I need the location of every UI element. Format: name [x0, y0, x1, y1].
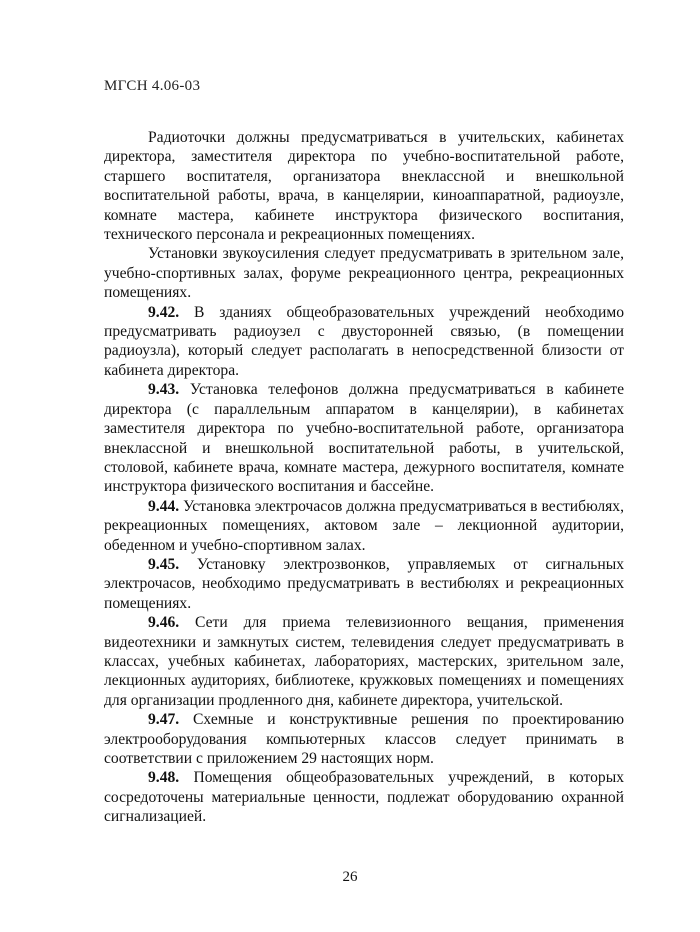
paragraph-text: Установка электрочасов должна предусматриваться в вестибюлях, рекреационных помещениях, актовом зале – лекционной аудитории, обеденном и учебно-спортивном залах.: [104, 497, 624, 554]
paragraph-text: Установку электрозвонков, управляемых от сигнальных электрочасов, необходимо предусматривать в вестибюлях и рекреационных помещениях.: [104, 555, 624, 612]
paragraph: [104, 497, 624, 555]
paragraph: [104, 128, 624, 244]
paragraph-number: 9.44.: [148, 497, 180, 515]
paragraph: [104, 768, 624, 826]
paragraph-text: Радиоточки должны предусматриваться в учительских, кабинетах директора, заместителя директора по учебно-воспитательной работе, старшего воспитателя, организатора внеклассной и внешкольной воспитательной работы, врача, в канцелярии, киноаппаратной, радиоузле, комнате мастера, кабинете инструктора физического воспитания, технического персонала и рекреационных помещениях.: [104, 129, 624, 244]
paragraph-text: Сети для приема телевизионного вещания, применения видеотехники и замкнутых систем, телевидения следует предусматривать в классах, учебных кабинетах, лабораториях, мастерских, зрительном зале, лекционных аудиториях, библиотеке, кружковых помещениях и помещениях для организации продленного дня, кабинете директора, учительской.: [104, 614, 624, 709]
paragraph: [104, 303, 624, 381]
page-number: 26: [342, 869, 358, 885]
document-code: МГСН 4.06-03: [104, 78, 201, 94]
paragraph-number: 9.47.: [148, 711, 180, 729]
paragraph-number: 9.43.: [148, 381, 180, 399]
paragraph-number: 9.46.: [148, 614, 180, 632]
document-body: [104, 128, 624, 827]
paragraph-number: 9.48.: [148, 769, 180, 787]
paragraph: [104, 613, 624, 710]
paragraph-text: Установки звукоусиления следует предусматривать в зрительном зале, учебно-спортивных залах, форуме рекреационного центра, рекреационных помещениях.: [104, 245, 624, 302]
paragraph-text: В зданиях общеобразовательных учреждений необходимо предусматривать радиоузел с двусторонней связью, (в помещении радиоузла), который следует располагать в непосредственной близости от кабинета директора.: [104, 303, 624, 379]
paragraph: [104, 380, 624, 496]
paragraph-text: Схемные и конструктивные решения по проектированию электрооборудования компьютерных классов следует принимать в соответствии с приложением 29 настоящих норм.: [104, 711, 624, 767]
paragraph-text: Помещения общеобразовательных учреждений, в которых сосредоточены материальные ценности, подлежат оборудованию охранной сигнализацией.: [104, 769, 625, 826]
paragraph-number: 9.42.: [148, 303, 180, 321]
paragraph-text: Установка телефонов должна предусматриваться в кабинете директора (с параллельным аппаратом в канцелярии), в кабинетах заместителя директора по учебно-воспитательной работе, организатора внеклассной и внешкольной воспитательной работы, в учительской, столовой, кабинете врача, комнате мастера, дежурного воспитателя, комнате инструктора физического воспитания и бассейне.: [104, 381, 624, 496]
paragraph-number: 9.45.: [148, 555, 180, 573]
paragraph: [104, 244, 624, 302]
paragraph: [104, 710, 624, 768]
paragraph: [104, 555, 624, 613]
